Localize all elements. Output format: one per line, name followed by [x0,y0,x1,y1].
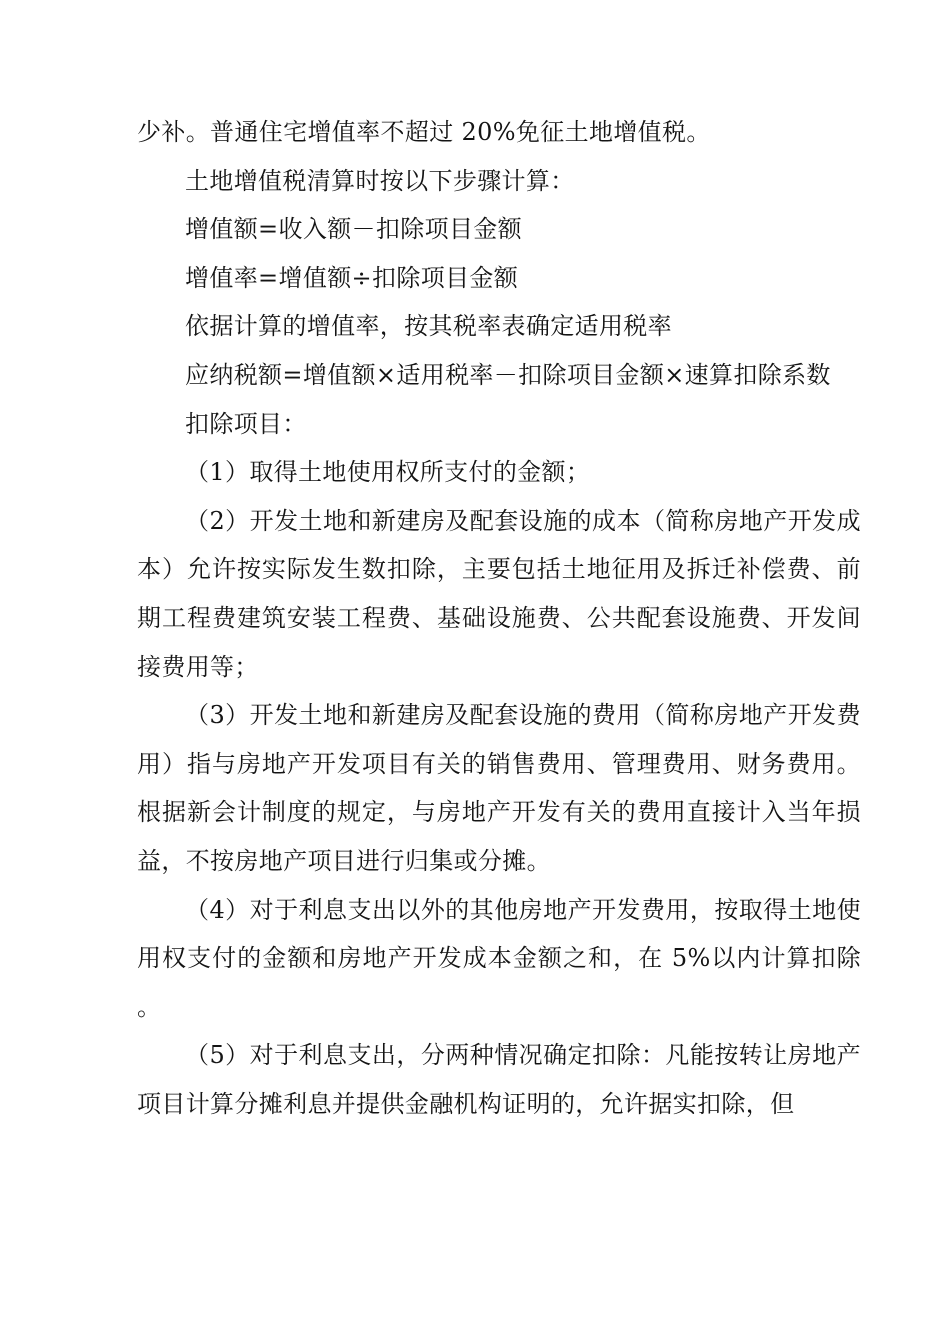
deduction-item-1: （1）取得土地使用权所支付的金额； [185,458,591,487]
deduction-item-3: （3）开发土地和新建房及配套设施的费用（简称房地产开发费用）指与房地产开发项目有关的销售费用、管理费用、财务费用。根据新会计制度的规定，与房地产开发有关的费用直接计入当年损益，不按房地产项目进行归集或分摊。 [137,701,861,875]
paragraph-continuation: 少补。普通住宅增值率不超过 20%免征土地增值税。 [137,118,711,146]
paragraph-deductions-heading: 扣除项目： [185,409,307,438]
deduction-item-5: （5）对于利息支出，分两种情况确定扣除：凡能按转让房地产项目计算分摊利息并提供金融机构证明的，允许据实扣除，但 [137,1041,861,1118]
document-page [137,108,861,1128]
formula-increment: 增值额=收入额－扣除项目金额 [185,215,523,244]
deduction-item-2: （2）开发土地和新建房及配套设施的成本（简称房地产开发成本）允许按实际发生数扣除，主要包括土地征用及拆迁补偿费、前期工程费建筑安装工程费、基础设施费、公共配套设施费、开发间接费用等； [137,506,861,681]
deduction-item-4: （4）对于利息支出以外的其他房地产开发费用，按取得土地使用权支付的金额和房地产开发成本金额之和，在 5%以内计算扣除。 [137,895,861,1021]
paragraph-rate-table: 依据计算的增值率，按其税率表确定适用税率 [185,312,672,341]
paragraph-calc-steps-intro: 土地增值税清算时按以下步骤计算： [185,166,575,195]
formula-tax-payable: 应纳税额=增值额×适用税率－扣除项目金额×速算扣除系数 [185,360,831,389]
formula-increment-rate: 增值率=增值额÷扣除项目金额 [185,263,519,292]
